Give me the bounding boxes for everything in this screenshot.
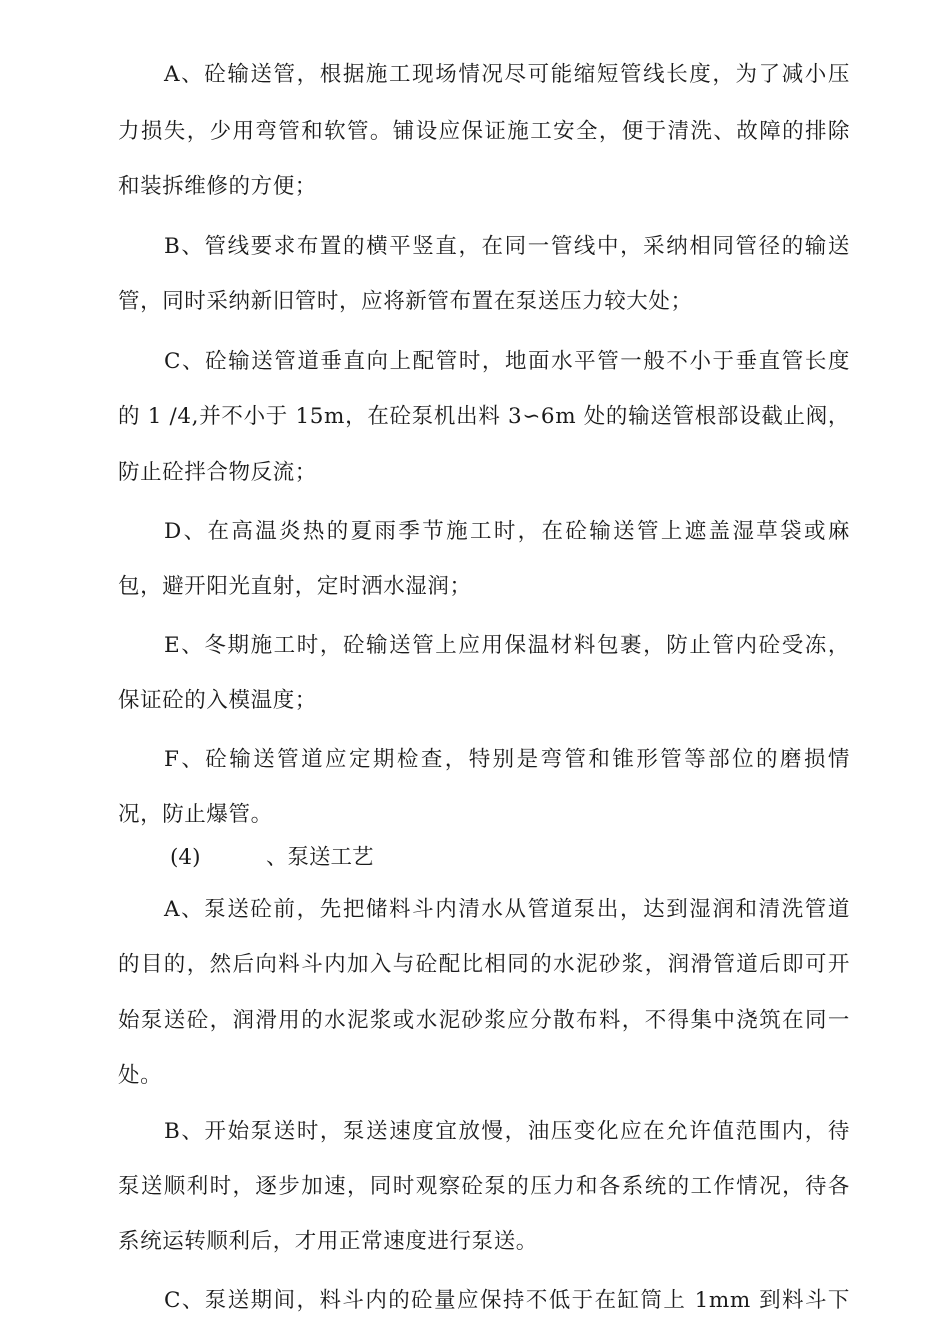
section-number: (4) (170, 845, 201, 870)
pump-paragraph-b-line-2: 泵送顺利时，逐步加速，同时观察砼泵的压力和各系统的工作情况，待各 (118, 1174, 850, 1199)
paragraph-b-line-2: 管，同时采纳新旧管时，应将新管布置在泵送压力较大处； (118, 289, 693, 314)
paragraph-c-line-3: 防止砼拌合物反流； (118, 460, 317, 485)
section-title: 、泵送工艺 (266, 845, 374, 870)
paragraph-e-line-2: 保证砼的入模温度； (118, 688, 317, 713)
paragraph-f-line-2: 况，防止爆管。 (118, 802, 273, 827)
pump-paragraph-c-line-1: C、泵送期间，料斗内的砼量应保持不低于在缸筒上 1mm 到料斗下 (164, 1288, 850, 1313)
pump-paragraph-a-line-3: 始泵送砼，润滑用的水泥浆或水泥砂浆应分散布料，不得集中浇筑在同一 (118, 1008, 850, 1033)
section-heading (170, 843, 374, 873)
paragraph-b-line-1: B、管线要求布置的横平竖直，在同一管线中，采纳相同管径的输送 (164, 234, 850, 259)
pump-paragraph-a-line-2: 的目的，然后向料斗内加入与砼配比相同的水泥砂浆，润滑管道后即可开 (118, 952, 850, 977)
paragraph-a-line-2: 力损失，少用弯管和软管。铺设应保证施工安全，便于清洗、故障的排除 (118, 119, 850, 144)
paragraph-d-line-1: D、在高温炎热的夏雨季节施工时，在砼输送管上遮盖湿草袋或麻 (164, 519, 850, 544)
paragraph-c-line-2: 的 1 /4,并不小于 15m，在砼泵机出料 3∽6m 处的输送管根部设截止阀， (118, 404, 850, 429)
pump-paragraph-a-line-4: 处。 (118, 1063, 163, 1088)
paragraph-e-line-1: E、冬期施工时，砼输送管上应用保温材料包裹，防止管内砼受冻， (164, 633, 850, 658)
pump-paragraph-b-line-3: 系统运转顺利后，才用正常速度进行泵送。 (118, 1229, 538, 1254)
paragraph-a-line-1: A、砼输送管，根据施工现场情况尽可能缩短管线长度，为了减小压 (164, 62, 850, 87)
paragraph-f-line-1: F、砼输送管道应定期检查，特别是弯管和锥形管等部位的磨损情 (164, 747, 850, 772)
pump-paragraph-b-line-1: B、开始泵送时，泵送速度宜放慢，油压变化应在允许值范围内，待 (164, 1119, 850, 1144)
paragraph-a-line-3: 和装拆维修的方便； (118, 174, 317, 199)
pump-paragraph-a-line-1: A、泵送砼前，先把储料斗内清水从管道泵出，达到湿润和清洗管道 (164, 897, 850, 922)
paragraph-d-line-2: 包，避开阳光直射，定时洒水湿润； (118, 574, 472, 599)
paragraph-c-line-1: C、砼输送管道垂直向上配管时，地面水平管一般不小于垂直管长度 (164, 349, 850, 374)
